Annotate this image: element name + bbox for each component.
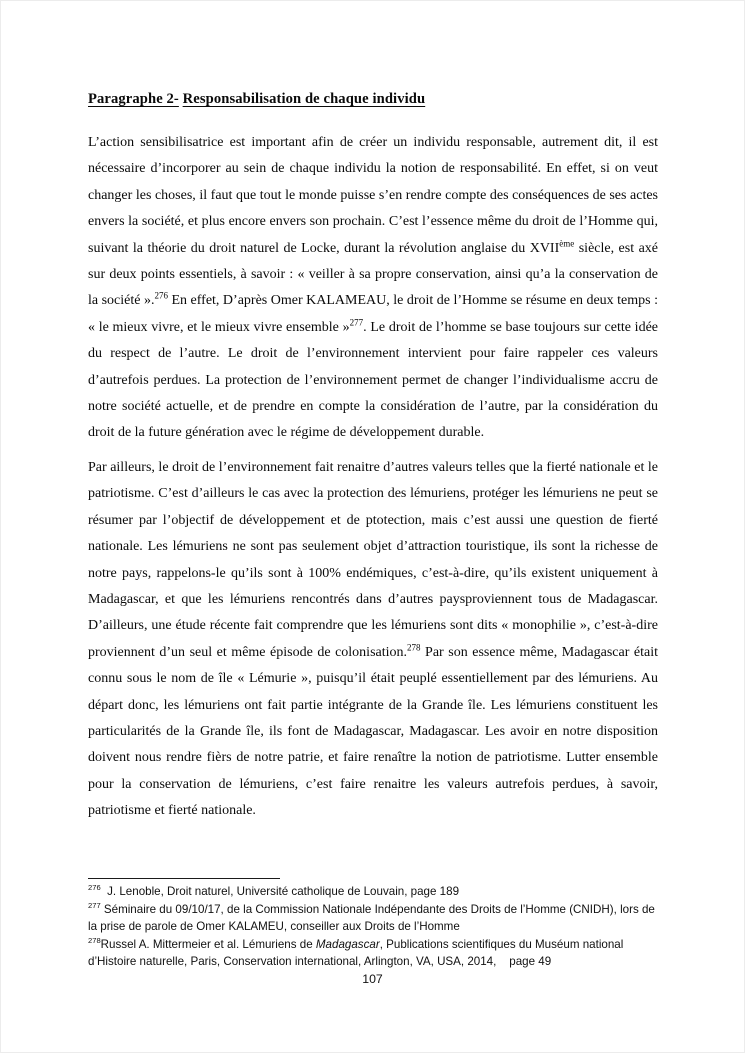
footnote-area: [88, 878, 658, 971]
text-run: . Le droit de l’homme se base toujours sur cette idée du respect de l’autre. Le droit de l’environnement intervient pour faire rappeler ces valeurs d’autrefois perdues. La protection de l’environnement permet de changer l’individualisme accru de notre société actuelle, et de prendre en compte la considération de l’autre, par la considération du droit de la future génération avec le régime de développement durable.: [88, 319, 658, 441]
text-run: J. Lenoble, Droit naturel, Université catholique de Louvain, page 189: [100, 885, 460, 898]
text-run: Par ailleurs, le droit de l’environnement fait renaitre d’autres valeurs telles que la fierté nationale et le patriotisme. C’est d’ailleurs le cas avec la protection des lémuriens, protéger les lémuriens ne peut se résumer par l’objectif de développement et de ptotection, mais c’est aussi une question de fierté nationale. Les lémuriens ne sont pas seulement objet d’attraction touristique, ils sont la richesse de notre pays, rappelons-le qu’ils sont à 100% endémiques, c’est-à-dire, qu’ils existent uniquement à Madagascar, et que les lémuriens rencontrés dans d’autres paysproviennent tous de Madagascar. D’ailleurs, une étude récente fait comprendre que les lémuriens sont dits « monophilie », c’est-à-dire proviennent d’un seul et même épisode de colonisation.: [88, 459, 658, 660]
footnote: [88, 883, 658, 901]
body-paragraph: [88, 455, 658, 825]
page-number: 107: [362, 972, 383, 986]
footnote-separator: [88, 878, 280, 879]
text-run: , Publications scientifiques du Muséum national d’Histoire naturelle, Paris, Conservation international, Arlington, VA, USA, 2014, page 49: [88, 937, 627, 968]
text-run: Séminaire du 09/10/17, de la Commission Nationale Indépendante des Droits de l’Homme (CNIDH), lors de la prise de parole de Omer KALAMEU, conseiller aux Droits de l’Homme: [88, 902, 659, 933]
text-run: siècle, est axé sur deux points essentiels, à savoir : « veiller à sa propre conservation, ainsi qu’a la conservation de la société ».: [88, 240, 658, 309]
footnote-reference: ème: [559, 237, 575, 248]
text-run: Madagascar: [315, 937, 380, 951]
footnote: [88, 936, 658, 971]
footnote-number: 278: [88, 935, 101, 945]
footnote-number: 277: [88, 900, 101, 910]
text-run: L’action sensibilisatrice est important afin de créer un individu responsable, autrement dit, il est nécessaire d’incorporer au sein de chaque individu la notion de responsabilité. En effet, si on veut changer les choses, il faut que tout le monde puisse s’en rendre compte des conséquences de ses actes envers la société, et plus encore envers son prochain. C’est l’essence même du droit de l’Homme qui, suivant la théorie du droit naturel de Locke, durant la révolution anglaise du XVII: [88, 135, 658, 256]
footnote-number: 276: [88, 883, 101, 893]
text-run: En effet, D’après Omer KALAMEAU, le droit de l’Homme se résume en deux temps : « le mieux vivre, et le mieux vivre ensemble »: [88, 293, 658, 335]
footnote-reference: 278: [407, 642, 421, 653]
body-text: [88, 130, 658, 825]
body-paragraph: [88, 130, 658, 447]
heading-title: Responsabilisation de chaque individu: [182, 91, 426, 107]
section-heading: [88, 90, 658, 108]
text-run: Par son essence même, Madagascar était connu sous le nom de île « Lémurie », puisqu’il était peuplé essentiellement par des lémuriens. Au départ donc, les lémuriens ont fait partie intégrante de la Grande île. Les lémuriens constituent les particularités de la Grande île, ils font de Madagascar, Madagascar. Les avoir en notre disposition doivent nous rendre fièrs de notre patrie, et faire renaître la notion de patriotisme. Lutter ensemble pour la conservation de lémuriens, c’est faire renaitre les valeurs autrefois perdues, à savoir, patriotisme et fierté nationale.: [88, 644, 659, 819]
footnote-reference: 277: [349, 317, 364, 328]
footnotes: [88, 883, 658, 971]
text-run: Russel A. Mittermeier et al. Lémuriens de: [100, 937, 316, 951]
heading-label: Paragraphe 2-: [88, 91, 179, 107]
footnote-reference: 276: [154, 290, 168, 301]
footnote: [88, 901, 658, 936]
page-content: [88, 90, 658, 833]
